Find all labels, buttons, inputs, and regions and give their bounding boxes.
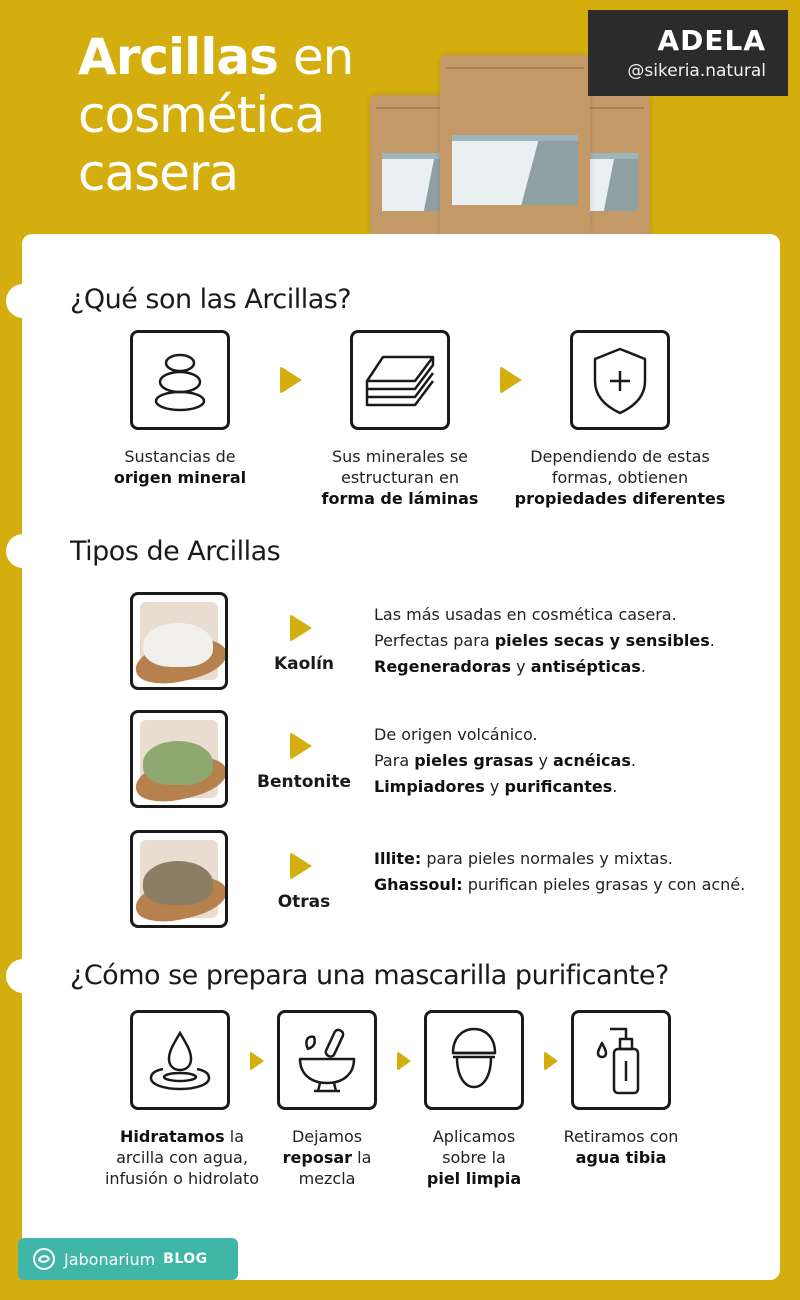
step-box-layers bbox=[350, 330, 450, 430]
content-card bbox=[22, 234, 780, 1280]
step-box-properties bbox=[570, 330, 670, 430]
step-caption-properties: Dependiendo de estas formas, obtienen propiedades diferentes bbox=[514, 447, 726, 508]
clay-bag-center bbox=[440, 55, 590, 235]
clay-name-others: Otras bbox=[277, 892, 331, 912]
other-clays-image bbox=[130, 830, 228, 928]
author-handle: @sikeria.natural bbox=[627, 61, 766, 81]
bentonite-line-2: Para pieles grasas y acnéicas. bbox=[374, 751, 636, 770]
kaolin-line-1: Las más usadas en cosmética casera. bbox=[374, 605, 677, 624]
section-notch bbox=[6, 284, 40, 318]
arrow-icon bbox=[397, 1051, 411, 1071]
water-drop-icon bbox=[133, 1013, 227, 1107]
shield-plus-icon bbox=[573, 333, 667, 427]
bentonite-line-3: Limpiadores y purificantes. bbox=[374, 777, 618, 796]
step-caption-rinse: Retiramos con agua tibia bbox=[563, 1127, 679, 1167]
title-line2: cosmética bbox=[78, 86, 325, 144]
arrow-icon bbox=[290, 614, 312, 642]
step-caption-hydrate: Hidratamos la arcilla con agua, infusión o hidrolato bbox=[104, 1127, 260, 1188]
clay-name-kaolin: Kaolín bbox=[273, 654, 335, 674]
step-box-rinse bbox=[571, 1010, 671, 1110]
section-title-what-are-clays: ¿Qué son las Arcillas? bbox=[70, 284, 352, 315]
step-caption-apply: Aplicamos sobre la piel limpia bbox=[426, 1127, 522, 1188]
footer-blog-label: BLOG bbox=[163, 1251, 208, 1267]
step-box-hydrate bbox=[130, 1010, 230, 1110]
arrow-icon bbox=[290, 852, 312, 880]
kaolin-line-2: Perfectas para pieles secas y sensibles. bbox=[374, 631, 715, 650]
stones-icon bbox=[133, 333, 227, 427]
section-notch bbox=[6, 959, 40, 993]
header bbox=[0, 0, 800, 240]
section-notch bbox=[6, 534, 40, 568]
jabonarium-blog-badge[interactable] bbox=[18, 1238, 238, 1280]
arrow-icon bbox=[290, 732, 312, 760]
bentonite-image bbox=[130, 710, 228, 808]
section-title-purifying-mask: ¿Cómo se prepara una mascarilla purificante? bbox=[70, 960, 669, 991]
kaolin-description bbox=[374, 602, 715, 680]
arrow-icon bbox=[280, 366, 302, 394]
bentonite-line-1: De origen volcánico. bbox=[374, 725, 538, 744]
step-caption-layers: Sus minerales se estructuran en forma de láminas bbox=[321, 447, 479, 508]
arrow-icon bbox=[500, 366, 522, 394]
author-name: ADELA bbox=[657, 24, 766, 57]
others-description bbox=[374, 846, 745, 898]
layers-icon bbox=[353, 333, 447, 427]
kaolin-image bbox=[130, 592, 228, 690]
step-box-apply bbox=[424, 1010, 524, 1110]
arrow-icon bbox=[250, 1051, 264, 1071]
step-caption-mineral: Sustancias de origen mineral bbox=[113, 447, 247, 487]
face-mask-icon bbox=[427, 1013, 521, 1107]
step-caption-rest: Dejamos reposar la mezcla bbox=[282, 1127, 372, 1188]
step-box-rest bbox=[277, 1010, 377, 1110]
clay-name-bentonite: Bentonite bbox=[257, 772, 351, 792]
footer-brand: Jabonarium bbox=[64, 1249, 156, 1269]
title-line3: casera bbox=[78, 144, 239, 202]
section-title-clay-types: Tipos de Arcillas bbox=[70, 536, 281, 567]
mortar-icon bbox=[280, 1013, 374, 1107]
kaolin-line-3: Regeneradoras y antisépticas. bbox=[374, 657, 646, 676]
title-line1-rest: en bbox=[277, 28, 354, 86]
bentonite-description bbox=[374, 722, 636, 800]
page-title bbox=[78, 28, 353, 202]
others-line-2: Ghassoul: purifican pieles grasas y con acné. bbox=[374, 875, 746, 894]
arrow-icon bbox=[544, 1051, 558, 1071]
step-box-mineral bbox=[130, 330, 230, 430]
jabonarium-logo-icon bbox=[32, 1247, 56, 1271]
dispenser-icon bbox=[574, 1013, 668, 1107]
others-line-1: Illite: para pieles normales y mixtas. bbox=[374, 849, 673, 868]
author-badge bbox=[588, 10, 788, 96]
title-bold-word: Arcillas bbox=[78, 28, 278, 86]
